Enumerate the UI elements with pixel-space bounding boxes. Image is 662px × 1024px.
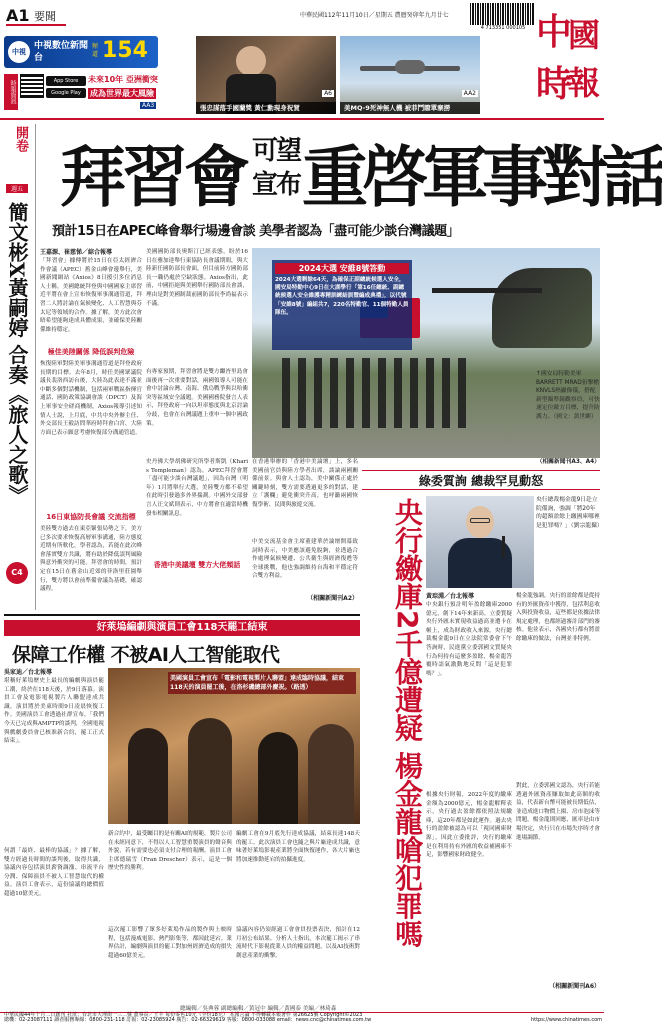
bank-story-col-2 [516, 592, 600, 1012]
hollywood-col-1 [4, 668, 104, 1012]
hollywood-para-1: 堪稱好萊塢歷史上最長的編劇與演員罷工潮，終於在118天後，於9日落幕。演員工會及電影電視製片人聯盟達成共識，演員將於美東時間9日凌晨恢復工作。美國演員工會透過社群宣布，「我們今天已完成與AMPTP的談判，全國電視與戲劇委員會已核准新合約，罷工正式結束」。 [4, 678, 104, 745]
google-play-badge[interactable]: Google Play [46, 88, 86, 98]
hollywood-block [4, 614, 360, 1012]
promo-story-1-caption: 張忠謀落手國蘭獎 黃仁勳現身祝賀 [196, 102, 336, 114]
promo-story-1-page: A6 [324, 90, 332, 97]
barcode [470, 3, 534, 25]
editor-credits: 總編輯／吳典蓉 副總編輯／黃冠中 編輯／黃國泰 美編／林琦森 [180, 1006, 337, 1012]
main-story-para-5: 有專家預期，拜習會將是雙方繼峇里島會面後再一次重要對話，兩國領導人可能在會中討論台灣、南海、俄烏戰爭與以哈衝突等區域安全議題。美國國務院發言人表示，拜登政府一向以坦率態度與北京討論分歧，也會在台灣議題上重申一個中國政策。 [146, 369, 248, 427]
bank-photo[interactable] [426, 496, 534, 588]
main-story-col-1 [40, 248, 142, 610]
side-label-top: 開卷 [13, 126, 28, 152]
masthead-logo [536, 4, 602, 110]
hollywood-col-2 [108, 830, 232, 1012]
promo-story-2-page: AA2 [463, 90, 476, 97]
promo-story-2-caption: 美MQ-9死神無人機 被菲鬥瞭單寨撈 [340, 102, 480, 114]
person-figure [236, 46, 266, 76]
hollywood-para-3: 新合約中，最受矚目的是有關AI的規範，製片公司在未經同意下，不得以人工智慧重製演員的聲音與外貌，若有需要也必須支付合理的報酬。演員工會主席德瑞雪（Fran Drescher）表示，這是一個歷史性的勝利。 [108, 831, 232, 872]
ctv-channel-label: 頻道 [92, 43, 99, 58]
crowd-figure-4 [308, 724, 354, 824]
page-number: A1 [6, 6, 30, 25]
drone-body [395, 60, 425, 74]
headline-small-bottom: 宣布 [252, 170, 301, 200]
app-store-badge[interactable]: App Store [46, 76, 86, 86]
main-story-para-2: 恢復陸軍對陸美軍事溝通管道是拜登政府長期的目標。去年8月，時任美國眾議院議長裴洛西訪台後，大陸為此表達不滿並中斷多個對話機制，包括兩軍戰區指揮官通話、國防政策協調會談（DPCT）及海上軍事安全磋商機制。Axios報導引述知情人士說，上月底，中共中央外辦主任、外交部長王毅訪問華府時拜會白宮，大陸方面已表示願意考慮恢復部分溝通管道。 [40, 361, 142, 436]
photo-banner-box [272, 260, 412, 350]
side-column [0, 122, 34, 612]
main-subhead-1: 極佳美陸關係 降低誤判危險 [47, 348, 135, 356]
logo-char-4: 報 [568, 64, 601, 102]
side-page-ref: C4 [6, 562, 28, 584]
side-vertical-title: 簡文彬X黃嗣婷 合奏《旅人之歌》 [5, 202, 29, 505]
app-label: 時報資訊 [4, 74, 18, 110]
bank-headline-vertical: 央行繳庫2千億遭疑 楊金龍嗆犯罪嗎 [391, 498, 424, 948]
sniper-figure [492, 268, 592, 348]
hollywood-photo-caption: 美國演員工會宣布「電影和電視製片人聯盟」達成臨時協議，結束118天的演員罷工後，在洛杉磯總部外慶祝。（路透） [168, 672, 356, 694]
main-photo-caption: ↑國安局特勤美軍BARRETT MRAD狙擊槍KNVLS熱顯像儀，搭配新型瞄準鏡觀察員，可快速定位敵方目標，提升防護力。（國文：黃世麒） [536, 371, 600, 420]
main-story-col-2 [146, 248, 248, 610]
promo-photo-2[interactable] [340, 36, 480, 114]
main-story-para-6: 史丹佛大學胡佛研究所學者斯凱（Kharis Templeman）認為，APEC拜習會將「盡可能少談台灣議題」，因為台灣（明年）1月將舉行大選，美陸雙方都不希望在此時引發過多外界揣測。中國外交部發言人汪文斌則表示，中方將會在適當時機發布相關訊息。 [146, 459, 248, 517]
bank-kicker [362, 470, 600, 490]
bank-story-para-4: 對此，立委郭國文認為，央行若能透過外匯資產賺取如此高額的收益，代表新台幣可能被長期低估，並造成進口物價上揚、房市泡沫等問題。楊金龍則回應，匯率是由市場決定，央行只在市場失序時才會進場調節。 [516, 783, 600, 841]
bank-byline: 黃琮淵／台北報導 [426, 593, 475, 600]
main-story-para-1: 「拜習會」據傳將於15日在亞太經濟合作會議（APEC）舊金山峰會邊舉行，美國新聞網站《Axios》8日援引多位消息人士稱，美國總統拜登與中國國家主席習近平將在會上宣布恢復軍事溝通管道，拜習二人將討論在氣候變化、人工智慧與芬太尼等領域的合作。據了解，美方此次會晤希望能夠達成具體成果，並確保美陸關係維持穩定。 [40, 258, 142, 333]
main-byline: 王嘉源、崔慈悌／綜合報導 [40, 249, 113, 256]
hollywood-para-6: 協議內容仍須經過工會會員投票表決，預計在12月初公布結果。分析人士指出，本次罷工揭示了串流時代下影視從業人員的權益問題，以及AI技術對創意產業的衝擊。 [236, 927, 360, 959]
crowd-figure-3 [258, 732, 298, 824]
footer-line-2: 總機：02-23087111 讀者服務專線：0800-231-118 訂報：02-23085924 廣告：02-66329619 客服：0800-033088 email：news.cnc@chinatimes.com.tw [4, 1017, 372, 1023]
headline-part-2: 重啓軍事對話 [302, 139, 662, 216]
crowd-figure-2 [188, 718, 232, 824]
logo-char-3: 時 [536, 63, 573, 105]
ctv-promo[interactable] [4, 36, 158, 68]
bank-story-para-3: 楊金龍強調，央行的盈餘都是從持有的外匯資產中獲得，包括利息收入與投資收益，這些都是依據法律規定處理，也都經過審計部門的審核。他並表示，各國央行都有將盈餘繳庫的做法，台灣並非特例。 [516, 593, 600, 642]
rifle-icon [432, 288, 542, 293]
main-photo-related: （相關新聞刊A3、A4） [536, 459, 600, 465]
promo-page-ref: AA3 [142, 102, 155, 109]
footer-url[interactable]: https://www.chinatimes.com [530, 1017, 602, 1023]
main-story-para-3: 美陸雙方過去在東亞緊張局勢之下，美方已多次要求恢復高層軍事溝通，陸方態度近期有所軟化。學者認為，若能在此次峰會落實雙方共識，將有助於降低誤判風險與意外衝突的可能。拜習會的時間，預計定在15日在舊金山近郊的菲洛里莊園舉行，雙方將以會前準備會議為基礎，確認議程。 [40, 526, 142, 593]
hollywood-photo[interactable] [108, 668, 360, 824]
main-subhead-3: 香港中美議壇 雙方大佬頻話 [153, 561, 241, 569]
side-divider [35, 124, 36, 610]
page-header [0, 0, 604, 34]
bank-story-para-1: 中央銀行預計明年盈餘繳庫2000億元，創下14年來新高。立委質疑央行外匯未實現收益過高並遭卡在帳上，成為財政收入來源，央行總裁楊金龍9日在立法院常委會下午答詢時，民進黨立委郭國文質疑央行為何持有這麼多盈餘，楊金龍答覆時語氣激動地反問「這是犯罪嗎？」。 [426, 602, 512, 677]
photo-banner-text: 2024大選剩餘64天，為確保正副總統候選人安全，國安局特勤中心9日在大湖學行「第16任總統、副總統候選人安全維護專精訓練結訓暨編成典禮」，以代號「安維8號」編組共7，220名特勤官、11個特勤人員隊伍。 [275, 277, 409, 316]
bank-kicker-text: 綠委質詢 總裁罕見動怒 [418, 474, 544, 488]
promo-headline-1: 未來10年 亞洲衝突 [88, 75, 158, 84]
hollywood-headline: 保障工作權 不被AI人工智能取代 [12, 644, 280, 666]
crowd-figure-1 [128, 728, 168, 824]
bank-story-para-2: 根據央行財報，2022年度的繳庫金額為2000億元，楊金龍解釋表示，央行過去盈餘都依照法規繳庫，這20年都是如此運作。過去央行的盈餘被認為可以「視同國庫財源」，因此立委批評，央行的繳庫是在利用持有外匯的收益補國庫不足，影響國家財政健全。 [426, 792, 512, 859]
headline-small-top: 可望 [252, 136, 301, 166]
logo-char-1: 中 [536, 11, 573, 53]
soldiers-group [282, 358, 472, 428]
main-story-para-7: 在香港舉辦的「香港中美論壇」上，多名美國前官員與陸方學者出席，談論兩國關係前景。與會人士認為，美中關係正處於關鍵時刻，雙方需要透過更多的對話，建立「護欄」避免衝突升高，也呼籲兩國恢復學術、民間與旅遊交流。 [252, 459, 358, 508]
speaker-glasses-icon [470, 518, 490, 523]
headline-subtitle: 預計15日在APEC峰會舉行場邊會談 美學者認為「盡可能少談台灣議題」 [52, 224, 460, 239]
headline-part-1: 拜習會 [60, 139, 246, 216]
logo-char-2: 國 [568, 16, 601, 54]
bank-related-note: （相關新聞刊A6） [549, 983, 600, 990]
microphone-icon [502, 536, 505, 558]
header-divider [0, 118, 604, 120]
main-headline [40, 124, 662, 216]
date-line: 中華民國112年11月10日／星期五 農曆癸卯年九月廿七 [300, 12, 449, 19]
hollywood-col-3 [236, 830, 360, 1012]
ctv-name: 中視數位新聞台 [34, 41, 89, 63]
main-story-col-3 [252, 458, 358, 610]
side-label-badge: 週五 [6, 184, 28, 193]
promo-headline-2: 成為世界最大風險 [90, 89, 154, 98]
ctv-logo-icon: 中視 [8, 41, 30, 63]
hollywood-byline: 吳家迪／台北報導 [4, 669, 53, 676]
hollywood-para-5: 編劇工會在9月底先行達成協議，結束長達148天的罷工。此次演員工會也隨之與片廠達成共識，意味著好萊塢影視產業將全面恢復運作，各大片廠也將加速推動延宕的拍攝進度。 [236, 831, 360, 863]
hollywood-kicker: 好萊塢編劇與演員工會118天罷工結束 [4, 620, 360, 636]
app-promo[interactable] [4, 70, 158, 114]
main-related-note: （相關新聞刊A2） [307, 595, 358, 602]
bank-story-col-1 [426, 592, 512, 1012]
main-story-para-4: 美國國防部長奧斯汀已經表態，盼於16日在雅加達舉行東協防長會議期間，與大陸新任國防部長會面，但目前陸方國防部長一職仍處於空缺狀態。Axios指出，此前，中國拒絕與美國舉行國防部長會談，理由是對美國制裁前國防部長李尚福表示不滿。 [146, 249, 248, 307]
page-number-box [6, 4, 66, 26]
ctv-channel-number: 154 [102, 38, 148, 63]
barcode-number: 4 713351 000105 [470, 25, 536, 31]
hollywood-para-4: 這次罷工影響了眾多好萊塢作品的製作與上映時程，包括漫威電影、熱門影集等，都因此延宕。業界估計，編劇與演員的罷工對加州經濟造成的損失超過60億美元。 [108, 927, 232, 959]
section-name: 要聞 [34, 10, 56, 23]
footer-line-1: 中華民國44年十月二日創刊 社址：台北市大理街一三二號 董事長／王丰 每份零售10元（全份18元） 本報言論 不得轉載本報著作 第26625號 Copyright©2023 [4, 1012, 363, 1018]
main-subhead-2: 16日東協防長會議 交流指標 [46, 513, 136, 521]
photo-banner-title: 2024大選 安維8號答動 [275, 263, 409, 274]
promo-photo-1[interactable] [196, 36, 336, 114]
bank-photo-caption: 央行總裁楊金龍9日赴立院備詢，強調「將20年的超額盈餘上繳國庫哪裡是犯罪嗎？」（劉宗龍攝） [536, 497, 603, 529]
main-story-para-8: 中美交流基金會主席董建華於論壇開幕致詞時表示，中美應該避免脫鉤，並透過合作處理氣候變遷、公共衛生與經濟復甦等全球挑戰，他也強調維持台海和平穩定符合雙方利益。 [252, 539, 358, 580]
hollywood-para-2: 何謂「最終、最棒的協議」？據了解，雙方經過長時間的談判後，取得共識，協議內容包括演員薪資調漲、串流平台分潤、保障演員不被人工智慧取代的權益。演員工會表示，這份協議的總價值超過10億美元。 [4, 848, 104, 897]
qr-code-icon [20, 74, 44, 98]
